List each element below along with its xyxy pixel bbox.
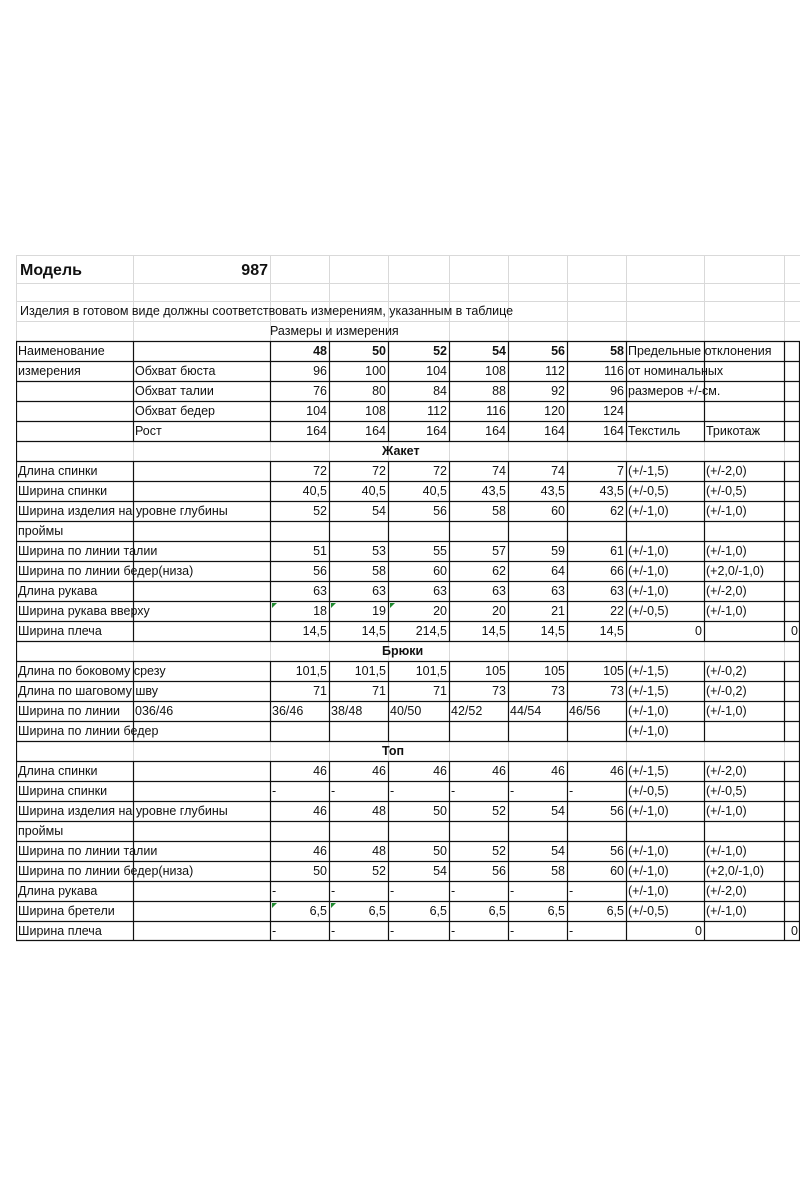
row-value: 43,5 — [481, 484, 506, 498]
body-measure-value: 104 — [306, 404, 327, 418]
body-measure-value: 96 — [313, 364, 327, 378]
row-value: 54 — [551, 844, 565, 858]
row-value: 72 — [433, 464, 447, 478]
row-value: 44/54 — [510, 704, 542, 718]
textile-header: Текстиль — [628, 424, 681, 438]
row-value: 62 — [610, 504, 624, 518]
row-value: 48 — [372, 844, 386, 858]
row-value: - — [272, 884, 277, 898]
tolerance-textile: (+/-0,5) — [628, 784, 669, 798]
row-value: 72 — [313, 464, 327, 478]
row-value: 48 — [372, 804, 386, 818]
tolerance-knit: (+/-0,2) — [706, 684, 747, 698]
row-value: 64 — [551, 564, 565, 578]
row-value: 50 — [433, 844, 447, 858]
tolerance-textile: (+/-1,5) — [628, 764, 669, 778]
tolerance-knit: 0 — [791, 624, 798, 638]
row-value: - — [569, 924, 574, 938]
tolerance-textile: (+/-1,0) — [628, 864, 669, 878]
row-value: 20 — [433, 604, 447, 618]
row-value: 14,5 — [599, 624, 624, 638]
row-value: 60 — [551, 504, 565, 518]
row-value: 105 — [603, 664, 624, 678]
body-measure-value: 164 — [544, 424, 565, 438]
body-measure-value: 88 — [492, 384, 506, 398]
tolerance-knit: (+/-0,2) — [706, 664, 747, 678]
row-value: 38/48 — [331, 704, 363, 718]
row-value: 43,5 — [540, 484, 565, 498]
row-value: 101,5 — [415, 664, 447, 678]
row-value: - — [390, 884, 395, 898]
measurement-spreadsheet — [16, 255, 800, 945]
size-header-50: 50 — [372, 344, 386, 358]
tolerance-knit: (+2,0/-1,0) — [706, 564, 765, 578]
tolerance-knit: (+/-2,0) — [706, 764, 747, 778]
tolerance-knit: (+/-1,0) — [706, 844, 747, 858]
body-measure-value: 108 — [485, 364, 506, 378]
row-value: 52 — [492, 804, 506, 818]
body-measure-value: 76 — [313, 384, 327, 398]
row-value: 63 — [610, 584, 624, 598]
row-value: 46 — [610, 764, 624, 778]
row-value: 52 — [492, 844, 506, 858]
row-value: 43,5 — [599, 484, 624, 498]
row-value: 73 — [551, 684, 565, 698]
row-value: 14,5 — [361, 624, 386, 638]
row-value: 36/46 — [272, 704, 304, 718]
row-value: - — [569, 884, 574, 898]
row-value: 19 — [372, 604, 386, 618]
tolerance-textile: (+/-1,0) — [628, 844, 669, 858]
row-label: Длина рукава — [18, 584, 98, 598]
row-label: Ширина по линии — [18, 704, 121, 718]
row-value: 42/52 — [451, 704, 483, 718]
body-measure-value: 124 — [603, 404, 624, 418]
tolerance-textile: (+/-1,0) — [628, 804, 669, 818]
row-value: 105 — [485, 664, 506, 678]
tolerance-knit: (+/-0,5) — [706, 784, 747, 798]
sizes-caption: Размеры и измерения — [270, 324, 399, 338]
tolerance-textile: (+/-1,0) — [628, 724, 669, 738]
row-value: 74 — [492, 464, 506, 478]
size-header-48: 48 — [313, 344, 327, 358]
row-value: 6,5 — [429, 904, 447, 918]
section-title-top: Топ — [382, 744, 405, 758]
body-measure-value: 164 — [426, 424, 447, 438]
body-measure-value: 112 — [545, 364, 565, 378]
row-value: 56 — [313, 564, 327, 578]
row-value: 6,5 — [547, 904, 565, 918]
row-value: 40,5 — [361, 484, 386, 498]
row-label: проймы — [18, 824, 64, 838]
row-value: 21 — [551, 604, 565, 618]
body-measure-value: 164 — [485, 424, 506, 438]
row-value: 105 — [544, 664, 565, 678]
row-value: - — [451, 784, 456, 798]
row-value: - — [331, 784, 336, 798]
model-label: Модель — [20, 262, 82, 279]
row-value: 56 — [610, 844, 624, 858]
row-value: - — [390, 924, 395, 938]
row-value: 7 — [617, 464, 624, 478]
row-label: Длина по шаговому шву — [18, 684, 159, 698]
section-title-trousers: Брюки — [382, 644, 424, 658]
tolerance-knit: (+/-1,0) — [706, 704, 747, 718]
body-measure-value: 164 — [603, 424, 624, 438]
row-value: 40/50 — [390, 704, 422, 718]
row-value: - — [451, 884, 456, 898]
row-value: 101,5 — [354, 664, 386, 678]
tolerance-knit: (+/-2,0) — [706, 464, 747, 478]
tolerance-textile: (+/-1,0) — [628, 884, 669, 898]
row-label-extra: 036/46 — [135, 704, 174, 718]
row-value: - — [510, 924, 515, 938]
body-measure-value: 92 — [551, 384, 565, 398]
row-value: - — [331, 924, 336, 938]
row-value: 40,5 — [302, 484, 327, 498]
tolerance-textile: (+/-1,0) — [628, 564, 669, 578]
row-label: Длина рукава — [18, 884, 98, 898]
tolerance-knit: (+/-0,5) — [706, 484, 747, 498]
body-measure-value: 164 — [365, 424, 386, 438]
row-value: 22 — [610, 604, 624, 618]
tolerance-header-line3: размеров +/-см. — [628, 384, 721, 398]
body-measure-label: Обхват бедер — [135, 404, 215, 418]
tolerance-knit: (+/-1,0) — [706, 904, 747, 918]
tolerance-knit: (+2,0/-1,0) — [706, 864, 765, 878]
body-measure-label: Обхват талии — [135, 384, 214, 398]
row-value: 63 — [433, 584, 447, 598]
row-value: 46/56 — [569, 704, 601, 718]
body-measure-value: 108 — [365, 404, 386, 418]
row-value: - — [510, 884, 515, 898]
row-value: 58 — [551, 864, 565, 878]
row-label: Длина спинки — [18, 464, 98, 478]
size-header-56: 56 — [551, 344, 565, 358]
row-value: 62 — [492, 564, 506, 578]
row-value: 6,5 — [606, 904, 624, 918]
row-value: 59 — [551, 544, 565, 558]
row-value: 214,5 — [415, 624, 447, 638]
row-value: 71 — [433, 684, 447, 698]
row-value: 56 — [433, 504, 447, 518]
row-value: 66 — [610, 564, 624, 578]
row-value: - — [272, 784, 277, 798]
row-label: Ширина плеча — [18, 924, 102, 938]
cell-indicator-icon — [331, 603, 336, 608]
row-value: 46 — [313, 764, 327, 778]
row-value: 60 — [433, 564, 447, 578]
size-header-52: 52 — [433, 344, 447, 358]
row-value: 56 — [610, 804, 624, 818]
row-value: 63 — [551, 584, 565, 598]
row-value: 51 — [313, 544, 327, 558]
row-label: Длина спинки — [18, 764, 98, 778]
row-value: 20 — [492, 604, 506, 618]
tolerance-knit: (+/-1,0) — [706, 544, 747, 558]
cell-indicator-icon — [272, 603, 277, 608]
tolerance-textile: (+/-1,0) — [628, 544, 669, 558]
tolerance-knit: 0 — [791, 924, 798, 938]
body-measure-value: 84 — [433, 384, 447, 398]
model-number: 987 — [241, 262, 268, 279]
row-value: 72 — [372, 464, 386, 478]
tolerance-textile: (+/-1,5) — [628, 684, 669, 698]
row-label: Ширина спинки — [18, 784, 108, 798]
tolerance-textile: 0 — [695, 924, 702, 938]
row-value: 6,5 — [368, 904, 386, 918]
row-value: 14,5 — [302, 624, 327, 638]
tolerance-knit: (+/-1,0) — [706, 804, 747, 818]
body-measure-value: 120 — [544, 404, 565, 418]
row-value: 54 — [551, 804, 565, 818]
body-measure-value: 116 — [604, 364, 624, 378]
row-label: Ширина плеча — [18, 624, 102, 638]
header-name: Наименование — [18, 344, 105, 358]
tolerance-knit: (+/-2,0) — [706, 584, 747, 598]
row-value: 46 — [313, 804, 327, 818]
tolerance-header: Предельные отклонения — [628, 344, 772, 358]
row-value: 14,5 — [540, 624, 565, 638]
row-label: Ширина по линии бедер(низа) — [18, 864, 194, 878]
row-value: 50 — [433, 804, 447, 818]
row-value: 46 — [313, 844, 327, 858]
cell-indicator-icon — [331, 903, 336, 908]
size-header-58: 58 — [610, 344, 624, 358]
row-value: 71 — [313, 684, 327, 698]
row-label: Ширина изделия на уровне глубины — [18, 504, 228, 518]
tolerance-textile: 0 — [695, 624, 702, 638]
row-value: 50 — [313, 864, 327, 878]
size-header-54: 54 — [492, 344, 506, 358]
row-value: 46 — [372, 764, 386, 778]
body-measure-value: 112 — [427, 404, 447, 418]
row-value: 14,5 — [481, 624, 506, 638]
row-value: 46 — [551, 764, 565, 778]
tolerance-textile: (+/-0,5) — [628, 604, 669, 618]
row-value: 71 — [372, 684, 386, 698]
tolerance-textile: (+/-0,5) — [628, 484, 669, 498]
tolerance-textile: (+/-0,5) — [628, 904, 669, 918]
section-title-jacket: Жакет — [382, 444, 420, 458]
row-value: 60 — [610, 864, 624, 878]
body-measure-label: Рост — [135, 424, 162, 438]
row-label: Ширина по линии бедер — [18, 724, 159, 738]
tolerance-knit: (+/-1,0) — [706, 604, 747, 618]
row-label: Ширина рукава вверху — [18, 604, 150, 618]
row-value: 56 — [492, 864, 506, 878]
body-measure-value: 80 — [372, 384, 386, 398]
row-value: 46 — [492, 764, 506, 778]
row-value: 57 — [492, 544, 506, 558]
row-value: 73 — [610, 684, 624, 698]
row-value: 63 — [313, 584, 327, 598]
tolerance-header-line2: от номинальных — [628, 364, 724, 378]
row-value: - — [569, 784, 574, 798]
tolerance-knit: (+/-1,0) — [706, 504, 747, 518]
row-value: - — [331, 884, 336, 898]
tolerance-knit: (+/-2,0) — [706, 884, 747, 898]
row-value: 101,5 — [295, 664, 327, 678]
tolerance-textile: (+/-1,5) — [628, 664, 669, 678]
row-value: - — [510, 784, 515, 798]
row-value: 63 — [492, 584, 506, 598]
row-value: 40,5 — [422, 484, 447, 498]
cell-indicator-icon — [390, 603, 395, 608]
knit-header: Трикотаж — [706, 424, 761, 438]
tolerance-textile: (+/-1,0) — [628, 504, 669, 518]
row-value: 55 — [433, 544, 447, 558]
row-value: 18 — [313, 604, 327, 618]
row-value: - — [272, 924, 277, 938]
row-value: 52 — [313, 504, 327, 518]
row-value: 58 — [372, 564, 386, 578]
row-value: 54 — [372, 504, 386, 518]
row-value: 58 — [492, 504, 506, 518]
row-label: Ширина бретели — [18, 904, 115, 918]
body-measure-value: 96 — [610, 384, 624, 398]
row-label: Длина по боковому срезу — [18, 664, 166, 678]
row-label: Ширина спинки — [18, 484, 108, 498]
row-value: - — [451, 924, 456, 938]
body-measure-value: 164 — [306, 424, 327, 438]
row-value: 6,5 — [309, 904, 327, 918]
table-note: Изделия в готовом виде должны соответствовать измерениям, указанным в таблице — [20, 304, 514, 318]
body-measure-value: 116 — [486, 404, 506, 418]
row-value: 74 — [551, 464, 565, 478]
cell-indicator-icon — [272, 903, 277, 908]
row-label: Ширина по линии талии — [18, 844, 158, 858]
header-name-line2: измерения — [18, 364, 81, 378]
tolerance-textile: (+/-1,0) — [628, 584, 669, 598]
row-label: Ширина по линии талии — [18, 544, 158, 558]
row-label: Ширина по линии бедер(низа) — [18, 564, 194, 578]
row-value: 54 — [433, 864, 447, 878]
tolerance-textile: (+/-1,0) — [628, 704, 669, 718]
row-value: 46 — [433, 764, 447, 778]
row-label: проймы — [18, 524, 64, 538]
row-value: - — [390, 784, 395, 798]
row-value: 73 — [492, 684, 506, 698]
body-measure-value: 104 — [426, 364, 447, 378]
row-value: 6,5 — [488, 904, 506, 918]
row-label: Ширина изделия на уровне глубины — [18, 804, 228, 818]
row-value: 63 — [372, 584, 386, 598]
row-value: 52 — [372, 864, 386, 878]
body-measure-value: 100 — [365, 364, 386, 378]
body-measure-label: Обхват бюста — [135, 364, 216, 378]
row-value: 53 — [372, 544, 386, 558]
tolerance-textile: (+/-1,5) — [628, 464, 669, 478]
row-value: 61 — [610, 544, 624, 558]
